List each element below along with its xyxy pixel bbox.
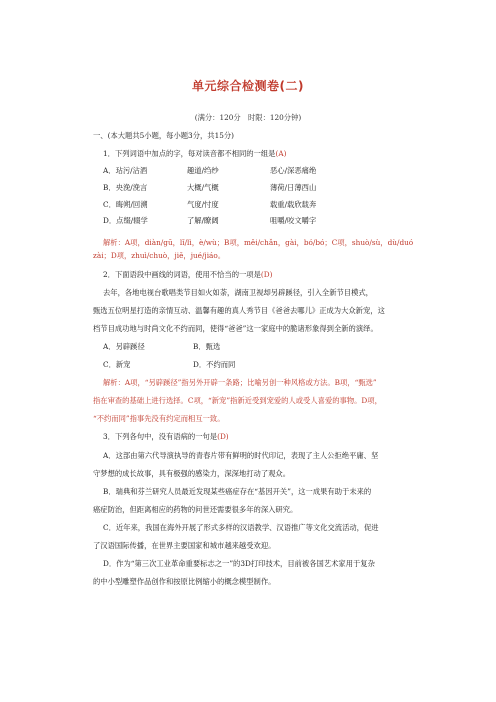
q1-option-d-1: D．点缀/辍学 bbox=[103, 216, 148, 225]
q2-explanation-line-3: “不约而同”指事先没有约定而相互一致。 bbox=[93, 414, 225, 423]
question-1-answer: (A) bbox=[275, 149, 287, 158]
q1-option-b-3: 薄荷/日薄西山 bbox=[270, 183, 317, 192]
q2-option-b: B．甄选 bbox=[193, 342, 221, 351]
question-2-answer: (D) bbox=[260, 270, 273, 279]
q3-option-b-line-1: B．瑞典和芬兰研究人员最近发现某些癌症存在“基因开关”，这一成果有助于未来的 bbox=[103, 487, 372, 496]
q1-option-a-1: A．玷污/沾酒 bbox=[103, 166, 148, 175]
question-2-stem: 2．下面语段中画线的词语，使用不恰当的一项是(D) bbox=[103, 270, 273, 279]
q1-option-c-2: 气度/忖度 bbox=[187, 200, 219, 209]
q2-explanation-line-1: 解析：A项，“另辟蹊径”指另外开辟一条路；比喻另创一种风格或方法。B项，“甄选” bbox=[103, 378, 377, 387]
q2-option-c: C．新宠 bbox=[103, 360, 131, 369]
q1-option-d-2: 了解/瞭阔 bbox=[187, 216, 219, 225]
q1-option-a-3: 恶心/深恶痛绝 bbox=[270, 166, 317, 175]
q1-option-b-2: 大概/气概 bbox=[187, 183, 219, 192]
question-1-explanation: 解析：A项，diàn/gū，lǐ/lì，è/wù；B项，měi/chǎn，gài，bó/bó；C项，shuò/sù，dù/duó zài；D项，zhuì/chuò，jiě，jué/jiáo。 bbox=[93, 238, 414, 260]
q2-passage-line-1: 去年，各地电视台歌唱类节目如火如荼，湖南卫视却另辟蹊径，引入全新节目模式， bbox=[103, 288, 373, 297]
q3-option-c-line-1: C．近年来，我国在海外开展了形式多样的汉语教学、汉语推广等文化交流活动，促进 bbox=[103, 523, 379, 532]
q3-option-a-line-1: A．这部由第六代导演执导的青春片带有鲜明的时代印记，表现了主人公拒绝平庸、坚 bbox=[103, 451, 379, 460]
q2-explanation-line-2: 指在审查的基础上进行选择。C项，“新宠”指新近受到宠爱的人或受人喜爱的事物。D项， bbox=[93, 396, 382, 405]
question-1-stem: 1．下列词语中加点的字，每对读音都不相同的一组是(A) bbox=[103, 149, 287, 158]
q1-option-b-1: B．央浼/浼言 bbox=[103, 183, 148, 192]
q1-option-c-1: C．晦朔/回溯 bbox=[103, 200, 148, 209]
score-time-info: (满分：120分 时限：120分钟) bbox=[194, 113, 302, 122]
question-3-answer: (D) bbox=[217, 432, 229, 441]
q1-option-d-3: 咀嚼/咬文嚼字 bbox=[270, 216, 317, 225]
q3-option-d-line-1: D．作为“第三次工业革命重要标志之一”的3D打印技术，目前被各国艺术家用于复杂 bbox=[103, 559, 375, 568]
q2-option-d: D．不约而同 bbox=[193, 360, 236, 369]
q3-option-d-line-2: 的中小型雕塑作品创作和按原比例缩小的概念模型制作。 bbox=[93, 577, 276, 586]
question-3-stem: 3．下列各句中，没有语病的一句是(D) bbox=[103, 432, 229, 441]
q1-option-c-3: 载重/载欣载奔 bbox=[270, 200, 317, 209]
q2-passage-line-3: 档节目成功地与时尚文化不约而同，使得“爸爸”这一家庭中的脆诸形象得到全新的演绎。 bbox=[93, 324, 378, 333]
q2-passage-line-2: 甄选五位明星打造的亲情互动、温馨有趣的真人秀节目《爸爸去哪儿》正成为大众新宠，这 bbox=[93, 306, 385, 315]
q3-option-b-line-2: 癌症防治，但距离相应的药物的问世还需要很多年的深入研究。 bbox=[93, 505, 298, 514]
q3-option-a-line-2: 守梦想的成长故事，具有极强的感染力，深深地打动了观众。 bbox=[93, 469, 291, 478]
q2-option-a: A．另辟蹊径 bbox=[103, 342, 145, 351]
q3-option-c-line-2: 了汉语国际传播，在世界主要国家和城市越来越受欢迎。 bbox=[93, 541, 276, 550]
document-title: 单元综合检测卷(二) bbox=[192, 79, 304, 93]
section-heading: 一、(本大题共5小题，每小题3分，共15分) bbox=[93, 131, 235, 140]
q1-option-a-2: 趣道/绉纱 bbox=[187, 166, 219, 175]
